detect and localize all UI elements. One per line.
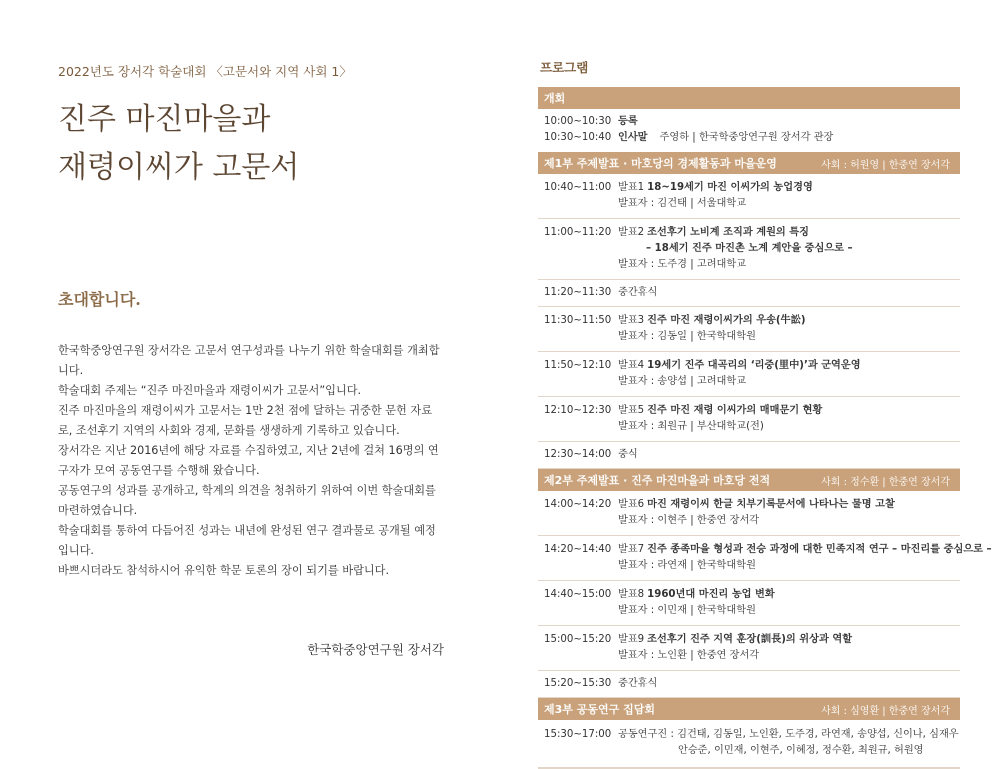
talk-number: 발표8 — [618, 589, 645, 600]
row-content — [618, 447, 960, 463]
paragraph: 바쁘시더라도 참석하시어 유익한 학문 토론의 장이 되기를 바랍니다. — [58, 564, 390, 577]
break-label: 중식 — [618, 449, 638, 460]
item-label: 등록 — [618, 116, 638, 127]
table-row — [538, 114, 960, 130]
talk-number: 발표4 — [618, 360, 645, 371]
paragraph: 한국학중앙연구원 장서각은 고문서 연구성과를 나누기 위한 학술대회를 개최합니다. — [58, 344, 440, 377]
talk-title-line — [618, 225, 960, 241]
talk-number: 발표7 — [618, 544, 645, 555]
row-content — [618, 587, 960, 619]
main-title — [58, 96, 299, 192]
talk-title: 진주 마진 재령 이씨가의 매매문기 현황 — [647, 405, 823, 416]
section-title: 제2부 주제발표 · 진주 마진마을과 마호당 전적 — [544, 474, 771, 487]
table-row — [538, 280, 960, 307]
talk-title-line — [618, 403, 960, 419]
talk-title: 마진 재령이씨 한글 치부기록문서에 나타나는 물명 고찰 — [647, 499, 895, 510]
talk-number: 발표6 — [618, 499, 645, 510]
paragraph: 진주 마진마을의 재령이씨가 고문서는 1만 2천 점에 달하는 귀중한 문헌 자료로, 조선후기 지역의 사회와 경제, 문화를 생생하게 기록하고 있습니다. — [58, 404, 433, 437]
program-table — [538, 87, 992, 769]
talk-subtitle: – 18세기 진주 마진촌 노계 계안을 중심으로 – — [646, 243, 853, 254]
talk-title-line — [618, 358, 960, 374]
table-row — [538, 130, 960, 146]
presenter: 발표자 : 도주경 | 고려대학교 — [618, 259, 747, 270]
talk-title-line — [618, 497, 960, 513]
signature: 한국학중앙연구원 장서각 — [307, 642, 444, 657]
row-content — [618, 542, 992, 574]
table-row — [538, 720, 960, 769]
row-content — [618, 285, 960, 301]
presenter: 발표자 : 최원규 | 부산대학교(전) — [618, 421, 764, 432]
table-row — [538, 626, 960, 671]
main-title-line-2: 재령이씨가 고문서 — [58, 150, 300, 185]
talk-title: 진주 종족마을 형성과 전승 과정에 대한 민족지적 연구 – 마진리를 중심으로 – — [647, 544, 992, 555]
invitation-body — [58, 341, 446, 581]
talk-title-line — [618, 632, 960, 648]
researchers-line-2: 안승준, 이민재, 이현주, 이혜정, 정수환, 최원규, 허원영 — [678, 745, 924, 756]
time-slot: 11:00~11:20 — [544, 227, 612, 238]
presenter: 발표자 : 송양섭 | 고려대학교 — [618, 376, 747, 387]
item-label: 인사말 — [618, 132, 648, 143]
time-slot: 12:10~12:30 — [544, 405, 612, 416]
row-content — [618, 313, 960, 345]
talk-number: 발표9 — [618, 634, 645, 645]
paragraph: 학술대회를 통하여 다듬어진 성과는 내년에 완성된 연구 결과물로 공개될 예정입니다. — [58, 524, 436, 557]
talk-title: 1960년대 마진리 농업 변화 — [647, 589, 775, 600]
time-slot: 14:40~15:00 — [544, 589, 612, 600]
table-row — [538, 219, 960, 280]
row-content — [618, 130, 960, 146]
row-content — [618, 114, 960, 130]
section-chair: 사회 : 정수환 | 한중연 장서각 — [821, 476, 950, 488]
time-slot: 10:30~10:40 — [544, 132, 612, 143]
presenter: 발표자 : 라연재 | 한국학대학원 — [618, 560, 756, 571]
row-content — [618, 403, 960, 435]
talk-title: 조선후기 노비계 조직과 계원의 특징 — [647, 227, 809, 238]
paragraph: 공동연구의 성과를 공개하고, 학계의 의견을 청취하기 위하여 이번 학술대회를 마련하였습니다. — [58, 484, 436, 517]
presenter: 발표자 : 김건태 | 서울대학교 — [618, 198, 747, 209]
section-title: 개회 — [544, 92, 566, 105]
talk-title-line — [618, 180, 960, 196]
talk-title: 19세기 진주 대곡리의 ‘리중(里中)’과 군역운영 — [647, 360, 861, 371]
talk-number: 발표5 — [618, 405, 645, 416]
main-title-line-1: 진주 마진마을과 — [58, 102, 271, 137]
section-header — [538, 469, 960, 491]
table-row — [538, 442, 960, 469]
talk-title-line — [618, 542, 992, 558]
section-header — [538, 87, 960, 109]
item-detail: 주영하 | 한국학중앙연구원 장서각 관장 — [659, 132, 834, 143]
time-slot: 10:00~10:30 — [544, 116, 612, 127]
paragraph: 장서각은 지난 2016년에 해당 자료를 수집하였고, 지난 2년에 걸쳐 16명의 연구자가 모여 공동연구를 수행해 왔습니다. — [58, 444, 439, 477]
row-content — [618, 632, 960, 664]
presenter: 발표자 : 이현주 | 한중연 장서각 — [618, 515, 760, 526]
presenter: 발표자 : 노인환 | 한중연 장서각 — [618, 650, 760, 661]
row-content — [618, 497, 960, 529]
talk-title-line — [618, 587, 960, 603]
program-title: 프로그램 — [540, 60, 589, 75]
time-slot: 10:40~11:00 — [544, 182, 612, 193]
time-slot: 14:20~14:40 — [544, 544, 612, 555]
section-title: 제1부 주제발표 · 마호당의 경제활동과 마을운영 — [544, 157, 777, 170]
section-chair: 사회 : 허원영 | 한중연 장서각 — [821, 159, 950, 171]
presenter: 발표자 : 김동일 | 한국학대학원 — [618, 331, 756, 342]
talk-number: 발표1 — [618, 182, 645, 193]
section-header — [538, 152, 960, 174]
event-title: 2022년도 장서각 학술대회 〈고문서와 지역 사회 1〉 — [58, 64, 352, 79]
section-chair: 사회 : 심영환 | 한중연 장서각 — [821, 705, 950, 717]
table-row — [538, 307, 960, 352]
table-row — [538, 397, 960, 442]
talk-number: 발표2 — [618, 227, 645, 238]
paragraph: 학술대회 주제는 “진주 마진마을과 재령이씨가 고문서”입니다. — [58, 384, 362, 397]
section-header — [538, 698, 960, 720]
section-title: 제3부 공동연구 집담회 — [544, 703, 655, 716]
table-row — [538, 491, 960, 536]
table-row — [538, 174, 960, 219]
time-slot: 14:00~14:20 — [544, 499, 612, 510]
break-label: 중간휴식 — [618, 287, 658, 298]
talk-title-line — [618, 313, 960, 329]
presenter: 발표자 : 이민재 | 한국학대학원 — [618, 605, 756, 616]
time-slot: 11:20~11:30 — [544, 287, 612, 298]
row-content — [618, 676, 960, 692]
table-row — [538, 581, 960, 626]
talk-title: 18~19세기 마진 이씨가의 농업경영 — [647, 182, 813, 193]
row-content — [618, 727, 960, 759]
table-row — [538, 671, 960, 698]
researchers-line-1: 공동연구진 : 김건태, 김동일, 노인환, 도주경, 라연재, 송양섭, 신이나, 심재우 — [618, 729, 959, 740]
table-row — [538, 536, 992, 581]
row-content — [618, 225, 960, 273]
time-slot: 15:30~17:00 — [544, 729, 612, 740]
table-row — [538, 352, 960, 397]
row-content — [618, 358, 960, 390]
time-slot: 15:00~15:20 — [544, 634, 612, 645]
invite-heading: 초대합니다. — [58, 290, 141, 309]
talk-number: 발표3 — [618, 315, 645, 326]
time-slot: 11:50~12:10 — [544, 360, 612, 371]
time-slot: 12:30~14:00 — [544, 449, 612, 460]
talk-title: 조선후기 진주 지역 훈장(訓長)의 위상과 역할 — [647, 634, 853, 645]
opening-rows — [538, 109, 960, 152]
talk-title: 진주 마진 재령이씨가의 우송(牛訟) — [647, 315, 806, 326]
time-slot: 11:30~11:50 — [544, 315, 612, 326]
break-label: 중간휴식 — [618, 678, 658, 689]
time-slot: 15:20~15:30 — [544, 678, 612, 689]
row-content — [618, 180, 960, 212]
